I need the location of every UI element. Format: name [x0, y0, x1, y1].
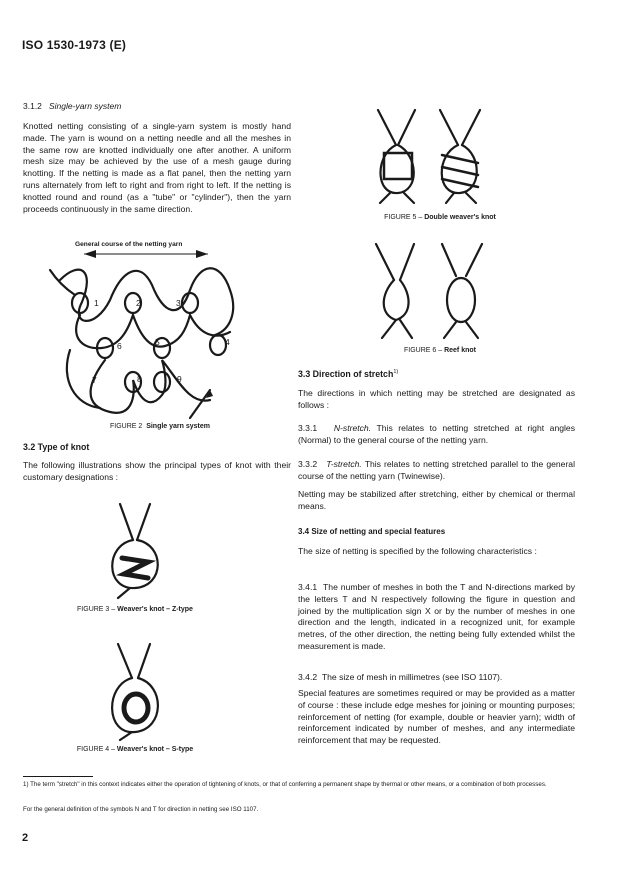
strand-bottom-left — [120, 732, 132, 740]
t-stretch-paragraph — [298, 459, 575, 483]
meshes-text: The number of meshes in both the T and N-directions marked by the letters T and N respectively following the figure in question and joined by the multiplication sign X or by the number of meshes in one direction and the length, indicated in a recognized unit, for example metres, of the other direction, the netting being fully extended whilst the measurement is made. — [298, 582, 575, 651]
footnote-2: For the general definition of the symbols N and T for direction in netting see ISO 1107. — [23, 806, 259, 813]
yarn-row-3 — [91, 360, 210, 413]
strand-top-right — [137, 504, 150, 540]
page-number: 2 — [22, 832, 29, 844]
right-knot-top-strands — [440, 110, 480, 145]
footnote-mark: 1) — [393, 369, 399, 376]
left-reef-bottom-strands — [382, 320, 412, 338]
stabilize-paragraph: Netting may be stabilized after stretching, either by chemical or thermal means. — [298, 489, 575, 511]
strand-bottom-left — [118, 588, 130, 598]
left-knot-top-strands — [378, 110, 415, 145]
figure-3-diagram — [100, 500, 170, 600]
section-3-3-heading-text: 3.3 Direction of stretch — [298, 369, 394, 379]
section-3-4-intro — [298, 546, 575, 558]
strand-top-right — [138, 644, 150, 678]
right-knot-bottom-strands — [446, 193, 476, 203]
meshes-paragraph — [298, 582, 575, 653]
mesh-number-7: 7 — [92, 375, 97, 385]
section-3-1-2-heading: Single-yarn system — [49, 101, 122, 111]
document-header: ISO 1530-1973 (E) — [22, 38, 127, 52]
mesh-number-1: 1 — [94, 298, 99, 308]
figure-3-caption-text: Weaver's knot – Z-type — [117, 606, 193, 613]
mesh-number-5: 5 — [155, 337, 160, 347]
figure-5-caption-text: Double weaver's knot — [424, 214, 496, 221]
section-3-3-intro — [298, 388, 575, 412]
knot-4 — [210, 335, 226, 355]
section-3-4-heading: 3.4 Size of netting and special features — [298, 527, 446, 536]
figure-4-caption-text: Weaver's knot – S-type — [116, 746, 194, 753]
course-arrow-right-head — [196, 250, 208, 258]
section-3-3-2 — [298, 459, 575, 483]
n-stretch-text: This relates to netting stretched at right angles (Normal) to the general course of the netting yarn. — [298, 423, 576, 445]
section-3-3-1 — [298, 423, 575, 447]
yarn-row-1 — [60, 268, 233, 335]
mesh-number-4: 4 — [225, 337, 230, 347]
figure-2-diagram — [40, 240, 280, 430]
t-stretch-text: This relates to netting stretched parallel to the general course of the netting yarn (Twinewise). — [298, 459, 575, 481]
section-3-1-2-number: 3.1.2 — [23, 101, 42, 111]
yarn-end — [190, 390, 210, 418]
figure-2-caption — [40, 423, 280, 430]
mesh-size-text: The size of mesh in millimetres (see ISO 1107). — [321, 672, 503, 682]
figure-4-caption — [60, 746, 210, 753]
n-stretch-term: N-stretch. — [333, 423, 372, 433]
yarn-row-2 — [76, 315, 230, 348]
yarn-start — [50, 270, 75, 295]
mesh-number-6: 6 — [117, 341, 122, 351]
figure-6-caption-number: FIGURE 6 – — [404, 347, 443, 354]
section-3-1-2-body — [23, 121, 291, 215]
strand-top-left — [118, 644, 132, 678]
figure-5-caption-number: FIGURE 5 – — [384, 214, 423, 221]
figure-2-caption-number: FIGURE 2 — [110, 423, 143, 430]
section-3-4-special — [298, 688, 575, 747]
figure-6-caption — [345, 347, 535, 354]
t-stretch-term: T-stretch. — [326, 459, 362, 469]
left-knot-wraps — [384, 153, 412, 179]
section-3-2-heading: 3.2 Type of knot — [23, 442, 90, 452]
mesh-number-9: 9 — [177, 374, 182, 384]
section-3-2-body — [23, 460, 291, 484]
figure-4-caption-number: FIGURE 4 – — [76, 746, 115, 753]
section-3-4-1 — [298, 582, 575, 653]
t-stretch-number: 3.3.2 — [298, 459, 318, 469]
size-intro-paragraph: The size of netting is specified by the following characteristics : — [298, 546, 537, 556]
section-3-1-2-title — [23, 101, 121, 111]
n-stretch-number: 3.3.1 — [298, 423, 318, 433]
knot-loop — [112, 540, 158, 588]
figure-6-caption-text: Reef knot — [444, 347, 476, 354]
section-3-3-stabilize — [298, 489, 575, 513]
right-reef-loop — [447, 278, 475, 322]
strand-top-left — [120, 504, 133, 540]
single-yarn-paragraph: Knotted netting consisting of a single-yarn system is mostly hand made. The yarn is wound on a netting needle and all the meshes in the same row are knotted individually one after another. A uniform mesh size may be achieved by the use of a mesh gauge during knotting. If the netting is made as a flat panel, then the netting yarn runs alternately from left to right and from right to left. If the netting is knotted round and round (as a "tube" or "cylinder"), then the yarn proceeds continuously in the same direction. — [23, 121, 291, 214]
left-knot-bottom-strands — [380, 193, 414, 203]
stretch-intro-paragraph: The directions in which netting may be stretched are designated as follows : — [298, 388, 575, 410]
n-stretch-paragraph — [298, 423, 575, 447]
figure-3-caption-number: FIGURE 3 – — [77, 606, 116, 613]
mesh-size-paragraph — [298, 672, 575, 684]
special-features-paragraph: Special features are sometimes required or may be provided as a matter of course : these include edge meshes for joining or mounting purposes; reinforcement of netting (for example, double or heavier yarn); width of reinforcement indicated by number of meshes, and any intermediate reinforcement that may be requested. — [298, 688, 575, 746]
right-reef-bottom-strands — [444, 322, 478, 338]
meshes-number: 3.4.1 — [298, 582, 318, 592]
s-knot-core — [124, 694, 148, 722]
section-3-4-2 — [298, 672, 575, 684]
left-reef-top-strands — [376, 244, 414, 280]
figure-4-diagram — [100, 640, 170, 740]
figure-2-caption-text: Single yarn system — [146, 423, 210, 430]
right-reef-top-strands — [442, 244, 482, 276]
figure-6-diagram — [370, 240, 500, 340]
section-3-3-heading — [298, 369, 398, 379]
footnote-rule — [23, 776, 93, 777]
right-knot-wraps — [442, 155, 478, 187]
course-arrow-left-head — [84, 250, 96, 258]
figure-3-caption — [60, 606, 210, 613]
figure-5-caption — [345, 214, 535, 221]
course-label: General course of the netting yarn — [75, 241, 183, 248]
knot-9 — [154, 372, 170, 392]
mesh-number-3: 3 — [176, 298, 181, 308]
mesh-number-8: 8 — [137, 374, 142, 384]
figure-5-diagram — [370, 105, 500, 205]
mesh-number-2: 2 — [136, 298, 141, 308]
knot-types-paragraph: The following illustrations show the principal types of knot with their customary designations : — [23, 460, 291, 482]
mesh-size-number: 3.4.2 — [298, 672, 318, 682]
footnote-1: 1) The term "stretch" in this context indicates either the operation of tightening of knots, or that of conferring a permanent shape by thermal or other means, or a combination of both processes. — [23, 781, 547, 788]
left-reef-loop — [384, 280, 409, 320]
z-knot-core — [122, 558, 148, 578]
